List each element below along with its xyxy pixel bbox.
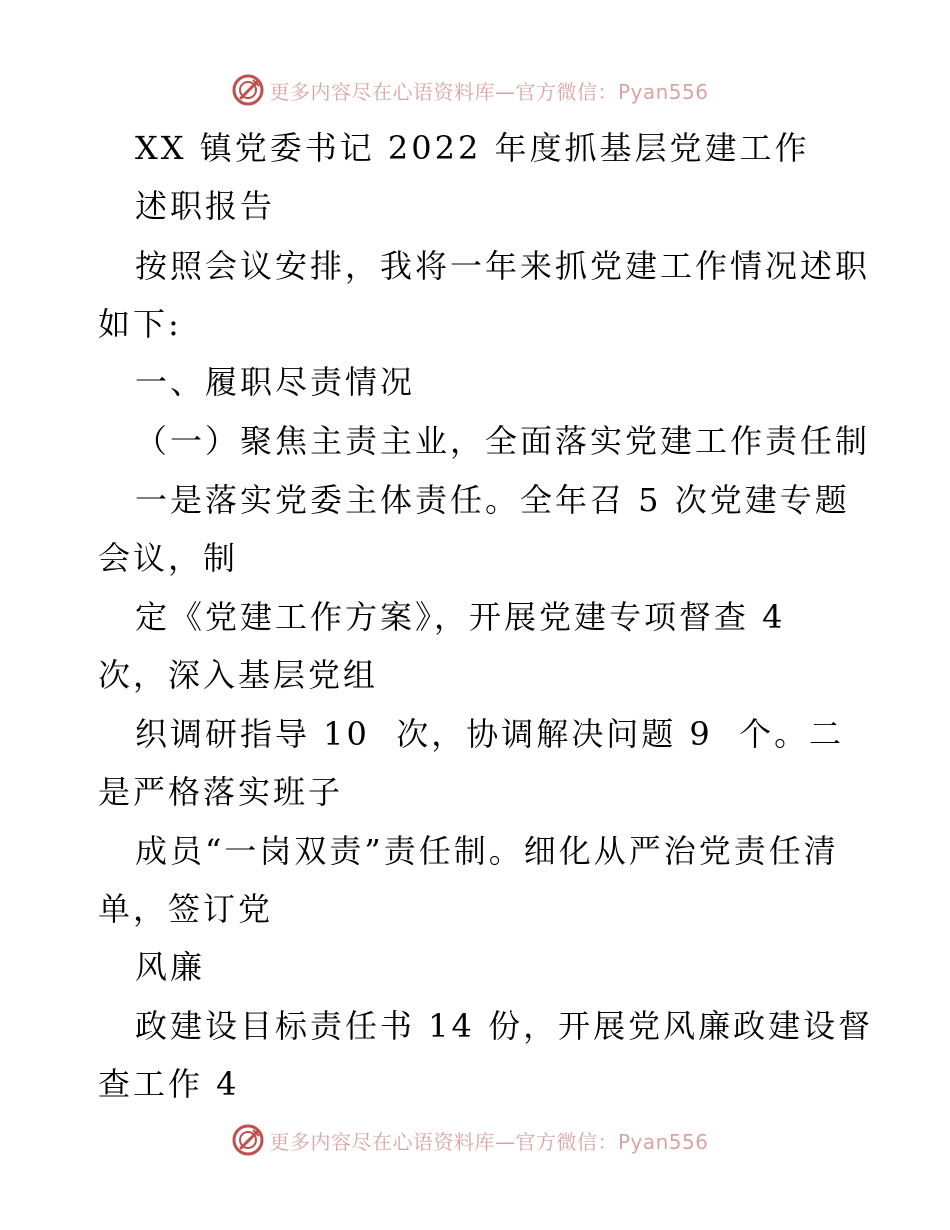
- paragraph-line: 定《党建工作方案》，开展党建专项督查 4: [135, 598, 786, 636]
- subsection-heading: （一）聚焦主责主业，全面落实党建工作责任制: [135, 422, 871, 460]
- paragraph-line: 一是落实党委主体责任。全年召 5 次党建专题: [135, 481, 850, 519]
- paragraph-line: 按照会议安排，我将一年来抓党建工作情况述职: [135, 247, 871, 285]
- paragraph-line: 织调研指导 10 次，协调解决问题 9 个。二: [135, 715, 845, 753]
- paragraph-line: 如下:: [98, 305, 182, 343]
- paragraph-line: 成员“一岗双责”责任制。细化从严治党责任清: [135, 832, 839, 870]
- seal-logo-icon: [231, 1123, 265, 1157]
- paragraph-line: 单，签订党: [98, 890, 274, 928]
- header-watermark: [0, 70, 950, 110]
- footer-watermark: [0, 1120, 950, 1160]
- paragraph-line: 查工作 4: [98, 1065, 240, 1103]
- paragraph-line: 风廉: [135, 948, 206, 986]
- paragraph-line: 会议，制: [98, 539, 239, 577]
- doc-title-line-1: XX 镇党委书记 2022 年度抓基层党建工作: [135, 129, 810, 167]
- paragraph-line: 是严格落实班子: [98, 773, 344, 811]
- seal-logo-icon: [231, 73, 265, 107]
- watermark-text: 更多内容尽在心语资料库—官方微信：Pyan556: [269, 79, 709, 104]
- doc-title-line-2: 述职报告: [135, 187, 276, 225]
- paragraph-line: 政建设目标责任书 14 份，开展党风廉政建设督: [135, 1007, 874, 1045]
- section-heading: 一、履职尽责情况: [135, 363, 416, 401]
- paragraph-line: 次，深入基层党组: [98, 656, 379, 694]
- watermark-text: 更多内容尽在心语资料库—官方微信：Pyan556: [269, 1129, 709, 1154]
